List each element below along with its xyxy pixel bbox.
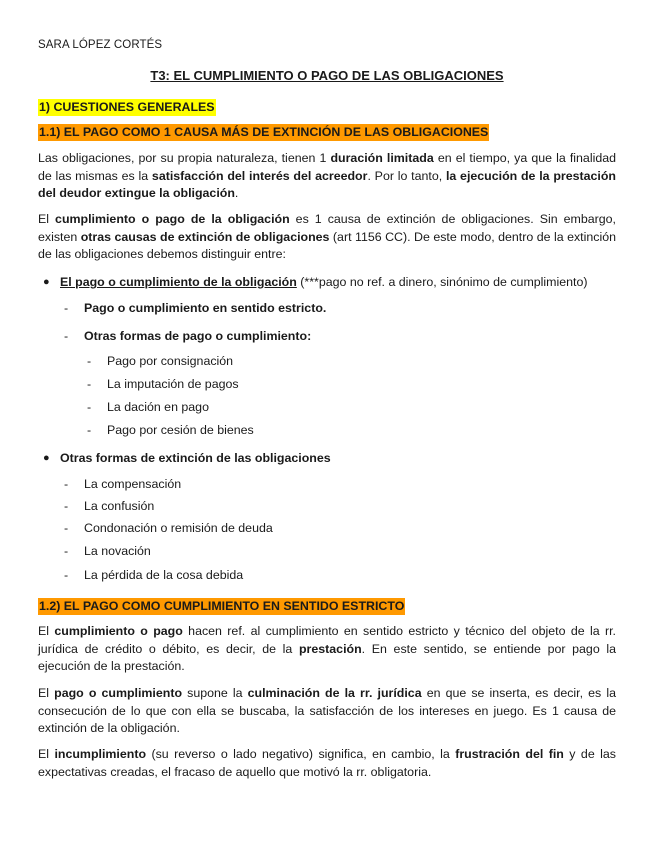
dash-icon: -: [87, 377, 92, 391]
paragraph-culminacion: [38, 685, 616, 738]
text-run: El: [38, 212, 56, 226]
dash-text: La pérdida de la cosa debida: [84, 568, 244, 582]
bullet-dot-icon: ●: [43, 276, 50, 288]
section-heading-1: [38, 99, 216, 117]
section-heading-1-text: 1) CUESTIONES GENERALES: [39, 100, 215, 114]
dash-icon: -: [64, 477, 69, 491]
paragraph-cumplimiento: [38, 623, 616, 676]
text-run: es 1 causa de extinción de obligaciones. Sin embargo, existen: [38, 212, 616, 244]
bold-run: pago o cumplimiento: [54, 686, 183, 700]
paragraph-intro: [38, 150, 616, 203]
subsection-heading-1-2-text: 1.2) EL PAGO COMO CUMPLIMIENTO EN SENTIDO ESTRICTO: [39, 599, 405, 613]
dash-text: La compensación: [84, 477, 182, 491]
text-run: (art 1156 CC). De este modo, dentro de la extinción de las obligaciones debemos distinguir entre:: [38, 229, 616, 262]
text-run: El: [38, 624, 55, 638]
bold-run: la ejecución de la prestación del deudor extingue la obligación: [38, 168, 616, 201]
text-run: .: [234, 186, 239, 201]
bullet-label: Otras formas de extinción de las obligaciones: [60, 451, 331, 465]
dash-icon: -: [87, 400, 92, 414]
text-run: El: [38, 747, 55, 761]
text-run: supone la: [182, 686, 248, 700]
text-run: Las obligaciones, por su propia naturaleza, tienen 1: [38, 151, 331, 165]
dash-icon: -: [64, 568, 69, 582]
bold-run: prestación: [298, 641, 362, 656]
bullet-dot-icon: ●: [43, 452, 50, 464]
bullet-text: [60, 274, 587, 292]
paragraph-incumplimiento: [38, 746, 616, 781]
document-title: T3: EL CUMPLIMIENTO O PAGO DE LAS OBLIGACIONES: [150, 68, 504, 83]
author-name: SARA LÓPEZ CORTÉS: [38, 39, 163, 51]
dash-text: Pago o cumplimiento en sentido estricto.: [84, 301, 327, 315]
bold-run: satisfacción del interés del acreedor: [151, 168, 368, 183]
subsection-heading-1-1-text: 1.1) EL PAGO COMO 1 CAUSA MÁS DE EXTINCIÓN DE LAS OBLIGACIONES: [39, 125, 489, 139]
dash-text: Pago por consignación: [107, 354, 234, 368]
text-run: hacen ref. al cumplimiento en sentido estricto y técnico del objeto de la rr. jurídica de crédito o débito, es decir, de la: [38, 624, 616, 656]
subsection-heading-1-2: [38, 598, 405, 616]
dash-text: Otras formas de pago o cumplimiento:: [84, 329, 312, 343]
dash-text: La confusión: [84, 499, 155, 513]
dash-text: Condonación o remisión de deuda: [84, 521, 273, 535]
bold-run: culminación de la rr. jurídica: [247, 686, 422, 700]
bold-run: cumplimiento o pago: [54, 624, 183, 638]
text-run: El: [38, 686, 55, 700]
dash-icon: -: [87, 423, 92, 437]
bold-run: cumplimiento o pago de la obligación: [55, 212, 290, 226]
dash-icon: -: [64, 521, 69, 535]
dash-text: La novación: [84, 544, 151, 558]
text-run: y de las expectativas creadas, el fracaso de aquello que motivó la rr. obligatoria.: [38, 747, 616, 779]
paragraph-causes: [38, 211, 616, 264]
text-run: . Por lo tanto,: [367, 168, 446, 183]
dash-icon: -: [87, 354, 92, 368]
bullet-note: (***pago no ref. a dinero, sinónimo de cumplimiento): [296, 275, 588, 289]
text-run: en que se inserta, es decir, es la consecución de lo que con ella se buscaba, la satisfacción de los intereses en juego. Es 1 causa de extinción de la obligación.: [38, 686, 616, 736]
dash-icon: -: [64, 499, 69, 513]
dash-icon: -: [64, 301, 69, 315]
bullet-label: El pago o cumplimiento de la obligación: [60, 275, 297, 289]
dash-icon: -: [64, 544, 69, 558]
bold-run: frustración del fin: [455, 747, 564, 761]
bold-run: otras causas de extinción de obligaciones: [80, 229, 330, 244]
bold-run: incumplimiento: [54, 747, 147, 761]
dash-text: Pago por cesión de bienes: [107, 423, 254, 437]
dash-icon: -: [64, 329, 69, 343]
bold-run: duración limitada: [330, 151, 434, 165]
text-run: . En este sentido, se entiende por pago la ejecución de la prestación.: [38, 641, 617, 674]
text-run: (su reverso o lado negativo) significa, en cambio, la: [146, 747, 456, 761]
dash-text: La imputación de pagos: [107, 377, 239, 391]
dash-text: La dación en pago: [107, 400, 209, 414]
text-run: en el tiempo, ya que la finalidad de las mismas es la: [38, 151, 617, 183]
subsection-heading-1-1: [38, 124, 489, 142]
